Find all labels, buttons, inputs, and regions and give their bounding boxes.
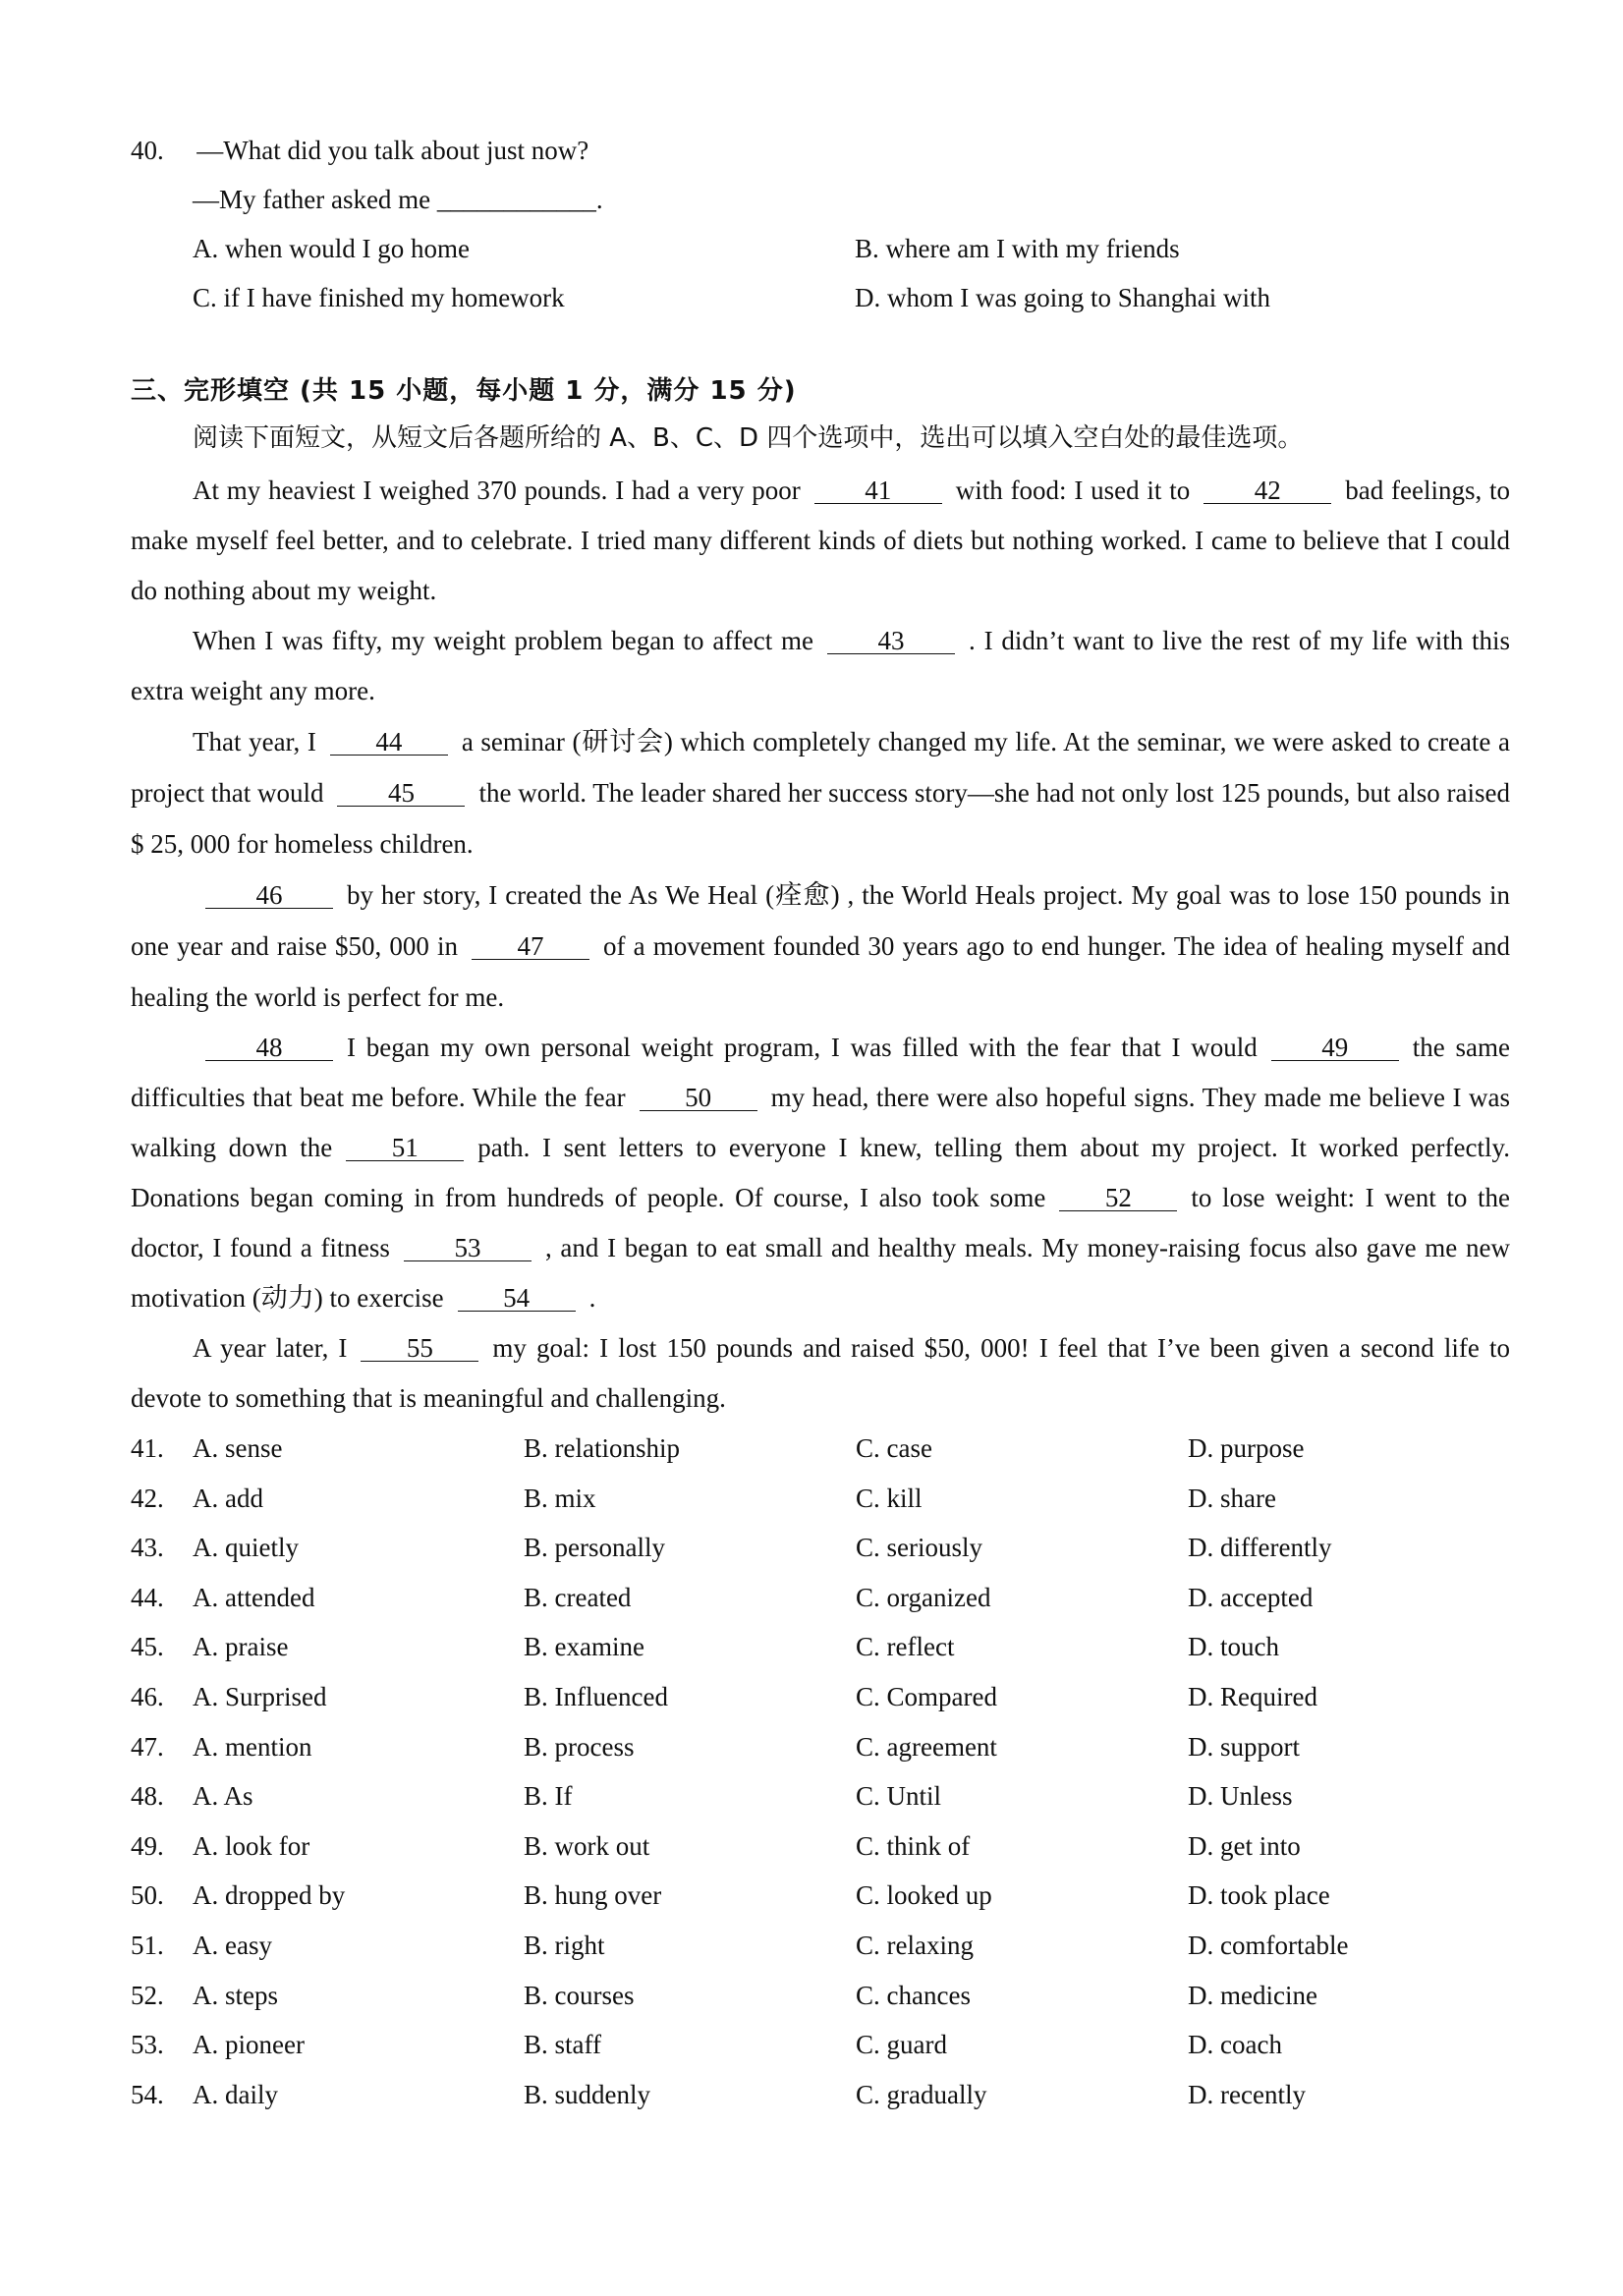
question-number: 50. (131, 1880, 164, 1911)
option-c: C. guard (856, 2030, 947, 2060)
option-d: D. share (1188, 1483, 1276, 1513)
options-grid (131, 224, 1510, 322)
answer-row (131, 1821, 1510, 1872)
question-number: 40. (131, 136, 164, 165)
option-b: B. where am I with my friends (855, 234, 1180, 263)
answer-row (131, 1921, 1510, 1971)
question-number: 42. (131, 1483, 164, 1513)
answer-row (131, 1871, 1510, 1921)
option-b: B. right (524, 1930, 605, 1960)
cloze-passage (131, 466, 1510, 1424)
option-c: C. reflect (856, 1632, 955, 1662)
blank-47: 47 (472, 933, 589, 960)
answer-blank: ____________. (436, 185, 603, 214)
option-a: A. attended (193, 1582, 315, 1612)
option-b: B. examine (524, 1632, 644, 1662)
blank-50: 50 (640, 1085, 757, 1111)
blank-48: 48 (205, 1035, 333, 1061)
option-d: D. get into (1188, 1830, 1301, 1861)
option-b: B. work out (524, 1830, 650, 1861)
option-a: A. steps (193, 1980, 278, 2010)
option-c: C. think of (856, 1830, 971, 1861)
option-b: B. process (524, 1731, 635, 1762)
option-d: D. whom I was going to Shanghai with (855, 283, 1270, 312)
option-b: B. suddenly (524, 2079, 651, 2109)
option-c: C. Until (856, 1781, 942, 1812)
answer-row (131, 1424, 1510, 1474)
option-d: D. recently (1188, 2079, 1306, 2109)
option-d: D. touch (1188, 1632, 1279, 1662)
option-a: A. easy (193, 1930, 272, 1960)
option-d: D. medicine (1188, 1980, 1317, 2010)
option-b: B. staff (524, 2030, 601, 2060)
option-b: B. hung over (524, 1880, 662, 1911)
blank-52: 52 (1059, 1185, 1177, 1211)
blank-42: 42 (1203, 477, 1331, 504)
blank-44: 44 (330, 729, 448, 756)
option-b: B. If (524, 1781, 573, 1812)
option-d: D. differently (1188, 1533, 1332, 1563)
option-d: D. accepted (1188, 1582, 1314, 1612)
paragraph: At my heaviest I weighed 370 pounds. I had a very poor 41 with food: I used it to 42 bad feelings, to make myself feel better, and to celebrate. I tried many different kinds of diets but nothing worked. I came to believe that I could do nothing about my weight. (131, 476, 1510, 605)
option-b: B. courses (524, 1980, 635, 2010)
answer-options-table (131, 1424, 1510, 2119)
option-c: C. kill (856, 1483, 923, 1513)
question-number: 43. (131, 1533, 164, 1563)
question-number: 48. (131, 1781, 164, 1812)
section-title: 三、完形填空 (共 15 小题，每小题 1 分，满分 15 分) (131, 376, 797, 406)
option-d: D. took place (1188, 1880, 1330, 1911)
option-b: B. mix (524, 1483, 596, 1513)
paragraph: 46 by her story, I created the As We Heal (痊愈) , the World Heals project. My goal was to lose 150 pounds in one year and raise $50, 000 in 47 of a movement founded 30 years ago to end hunger. The idea of healing myself and healing the world is perfect for me. (131, 880, 1510, 1012)
blank-41: 41 (814, 477, 942, 504)
question-number: 47. (131, 1731, 164, 1762)
question-number: 53. (131, 2030, 164, 2060)
answer-row (131, 1523, 1510, 1573)
option-d: D. coach (1188, 2030, 1282, 2060)
option-d: D. support (1188, 1731, 1300, 1762)
blank-51: 51 (346, 1135, 464, 1161)
answer-row (131, 1771, 1510, 1821)
answer-row (131, 1672, 1510, 1722)
option-a: A. praise (193, 1632, 289, 1662)
question-number: 52. (131, 1980, 164, 2010)
option-a: A. pioneer (193, 2030, 305, 2060)
option-a: A. when would I go home (193, 234, 470, 263)
option-d: D. Unless (1188, 1781, 1293, 1812)
option-c: C. agreement (856, 1731, 997, 1762)
option-b: B. personally (524, 1533, 665, 1563)
answer-row (131, 1971, 1510, 2021)
blank-49: 49 (1271, 1035, 1399, 1061)
option-c: C. looked up (856, 1880, 992, 1911)
option-a: A. mention (193, 1731, 312, 1762)
option-c: C. case (856, 1433, 932, 1463)
option-b: B. Influenced (524, 1681, 668, 1711)
option-a: A. look for (193, 1830, 310, 1861)
option-a: A. quietly (193, 1533, 299, 1563)
question-number: 51. (131, 1930, 164, 1960)
question-text: —What did you talk about just now? (196, 136, 589, 165)
question-number: 49. (131, 1830, 164, 1861)
option-a: A. Surprised (193, 1681, 327, 1711)
question-number: 54. (131, 2079, 164, 2109)
question-number: 46. (131, 1681, 164, 1711)
paragraph: A year later, I 55 my goal: I lost 150 pounds and raised $50, 000! I feel that I’ve been given a second life to devote to something that is meaningful and challenging. (131, 1333, 1510, 1413)
blank-45: 45 (337, 780, 465, 807)
option-c: C. gradually (856, 2079, 987, 2109)
paragraph: 48 I began my own personal weight program, I was filled with the fear that I would 49 the same difficulties that beat me before. While the fear 50 my head, there were also hopeful signs. They made me believe I was walking down the 51 path. I sent letters to everyone I knew, telling them about my project. It worked perfectly. Donations began coming in from hundreds of people. Of course, I also took some 52 to lose weight: I went to the doctor, I found a fitness 53 , and I began to eat small and healthy meals. My money-raising focus also gave me new motivation (动力) to exercise 54 . (131, 1033, 1510, 1313)
question-text: —My father asked me (193, 185, 431, 214)
option-a: A. add (193, 1483, 263, 1513)
answer-row (131, 2020, 1510, 2070)
answer-row (131, 1622, 1510, 1672)
option-b: B. relationship (524, 1433, 680, 1463)
option-c: C. if I have finished my homework (193, 283, 565, 312)
answer-row (131, 2070, 1510, 2120)
question-number: 44. (131, 1582, 164, 1612)
question-number: 45. (131, 1632, 164, 1662)
option-c: C. chances (856, 1980, 971, 2010)
blank-53: 53 (404, 1235, 532, 1261)
option-c: C. Compared (856, 1681, 997, 1711)
blank-46: 46 (205, 882, 333, 909)
option-c: C. seriously (856, 1533, 983, 1563)
blank-54: 54 (458, 1285, 576, 1312)
question-number: 41. (131, 1433, 164, 1463)
question-40 (131, 126, 1510, 322)
answer-row (131, 1474, 1510, 1524)
option-a: A. daily (193, 2079, 278, 2109)
option-a: A. sense (193, 1433, 283, 1463)
exam-page (131, 126, 1510, 2119)
option-c: C. organized (856, 1582, 991, 1612)
paragraph: That year, I 44 a seminar (研讨会) which completely changed my life. At the seminar, we were asked to create a project that would 45 the world. The leader shared her success story—she had not only lost 125 pounds, but also raised $ 25, 000 for homeless children. (131, 727, 1510, 859)
section-instruction: 阅读下面短文，从短文后各题所给的 A、B、C、D 四个选项中，选出可以填入空白处的最佳选项。 (193, 423, 1304, 453)
option-a: A. dropped by (193, 1880, 346, 1911)
blank-55: 55 (361, 1335, 478, 1362)
paragraph: When I was fifty, my weight problem began to affect me 43 . I didn’t want to live the rest of my life with this extra weight any more. (131, 626, 1510, 705)
option-c: C. relaxing (856, 1930, 974, 1960)
option-d: D. purpose (1188, 1433, 1305, 1463)
option-d: D. comfortable (1188, 1930, 1349, 1960)
answer-row (131, 1722, 1510, 1772)
option-d: D. Required (1188, 1681, 1317, 1711)
blank-43: 43 (827, 628, 955, 654)
option-b: B. created (524, 1582, 632, 1612)
answer-row (131, 1573, 1510, 1623)
option-a: A. As (193, 1781, 253, 1812)
